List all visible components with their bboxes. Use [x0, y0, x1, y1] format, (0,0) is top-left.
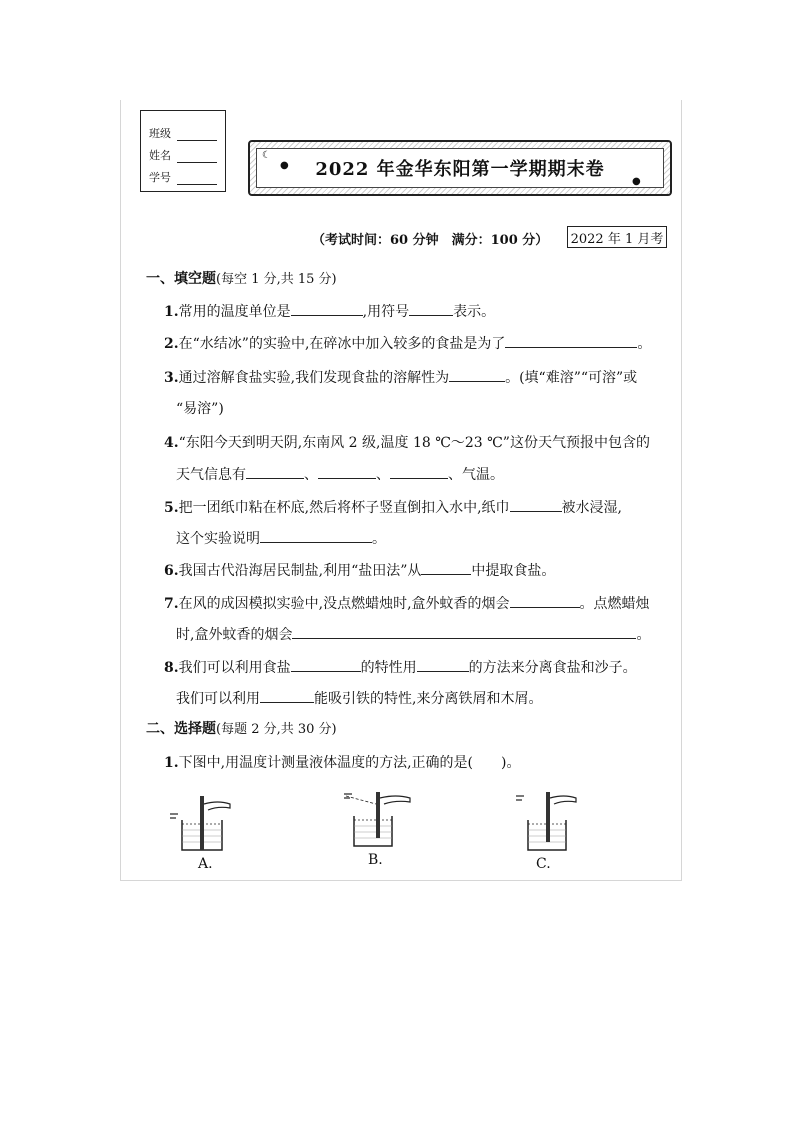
question-1-8-cont	[176, 688, 542, 708]
section-2-note: (每题 2 分,共 30 分)	[216, 722, 337, 737]
question-text: 的方法来分离食盐和沙子。	[468, 660, 637, 676]
option-c-label: C.	[536, 856, 551, 872]
class-row	[149, 125, 217, 141]
question-1-1	[164, 301, 495, 321]
figure-b-thermometer-beaker	[342, 790, 422, 854]
question-1-8	[164, 657, 637, 677]
name-label: 姓名	[149, 149, 171, 162]
answer-blank[interactable]	[246, 464, 304, 479]
question-text: 。点燃蜡烛	[579, 596, 650, 612]
bee-icon: ●	[280, 160, 289, 171]
question-1-2	[164, 333, 651, 353]
hand-b	[380, 796, 410, 804]
section-1-title	[146, 268, 337, 288]
question-1-5-cont	[176, 528, 386, 548]
class-field[interactable]	[177, 128, 217, 141]
figure-c-thermometer-beaker	[514, 790, 586, 854]
beaker-b	[354, 816, 392, 846]
answer-blank[interactable]	[505, 333, 637, 348]
answer-blank[interactable]	[409, 301, 453, 316]
question-number: 4.	[164, 435, 179, 451]
answer-blank[interactable]	[260, 688, 314, 703]
id-field[interactable]	[177, 172, 217, 185]
question-text: 的特性用	[360, 660, 417, 676]
question-number: 7.	[164, 596, 179, 612]
question-text: 被水浸湿,	[561, 500, 622, 516]
answer-blank[interactable]	[510, 593, 580, 608]
question-number: 1.	[164, 755, 179, 771]
question-1-5	[164, 497, 622, 517]
thermometer-c	[546, 792, 550, 842]
question-1-3	[164, 367, 637, 387]
question-text: “易溶”)	[176, 401, 224, 417]
exam-date-box	[567, 226, 667, 248]
thermometer-b	[376, 792, 380, 838]
question-text: 在“水结冰”的实验中,在碎冰中加入较多的食盐是为了	[178, 336, 506, 352]
question-number: 2.	[164, 336, 179, 352]
section-2-heading: 二、选择题	[146, 721, 216, 737]
question-text: 。	[372, 531, 386, 547]
question-text: 下图中,用温度计测量液体温度的方法,正确的是( )。	[178, 755, 521, 771]
hand-a	[204, 802, 230, 810]
question-text: “东阳今天到明天阴,东南风 2 级,温度 18 ℃～23 ℃”这份天气预报中包含的	[178, 435, 650, 451]
question-text: 我们可以利用	[176, 691, 260, 707]
question-text: 、	[376, 467, 390, 483]
answer-blank[interactable]	[291, 657, 361, 672]
question-text: 天气信息有	[176, 467, 246, 483]
question-text: 。	[637, 336, 652, 352]
exam-info: （考试时间：60 分钟 满分：100 分）	[312, 233, 549, 248]
question-text: ,用符号	[362, 304, 410, 320]
moon-icon: ☾	[262, 150, 271, 161]
question-1-7-cont	[176, 624, 650, 644]
question-text: 通过溶解食盐实验,我们发现食盐的溶解性为	[178, 370, 450, 386]
exam-date: 2022 年 1 月考	[570, 231, 664, 247]
hand-c	[550, 796, 576, 804]
question-text: 能吸引铁的特性,来分离铁屑和木屑。	[314, 691, 543, 707]
question-number: 6.	[164, 563, 179, 579]
sight-line-b	[346, 796, 376, 804]
question-number: 3.	[164, 370, 179, 386]
option-b-label: B.	[368, 852, 383, 868]
answer-blank[interactable]	[510, 497, 562, 512]
title-banner-inner	[256, 148, 664, 188]
class-label: 班级	[149, 127, 171, 140]
answer-blank[interactable]	[390, 464, 448, 479]
question-1-3-cont	[176, 398, 224, 418]
id-row	[149, 169, 217, 185]
question-text: 常用的温度单位是	[178, 304, 291, 320]
question-text: 我们可以利用食盐	[178, 660, 291, 676]
question-number: 5.	[164, 500, 179, 516]
title-banner	[248, 140, 672, 196]
question-1-4-cont	[176, 464, 504, 484]
answer-blank[interactable]	[292, 624, 636, 639]
question-text: 我国古代沿海居民制盐,利用“盐田法”从	[178, 563, 422, 579]
answer-blank[interactable]	[291, 301, 363, 316]
answer-blank[interactable]	[260, 528, 372, 543]
answer-blank[interactable]	[417, 657, 469, 672]
figure-a-thermometer-beaker	[168, 790, 240, 854]
thermometer-a	[200, 796, 204, 850]
name-row	[149, 147, 217, 163]
question-1-4	[164, 432, 650, 452]
question-text: 在风的成因模拟实验中,没点燃蜡烛时,盒外蚊香的烟会	[178, 596, 510, 612]
answer-blank[interactable]	[449, 367, 505, 382]
question-number: 8.	[164, 660, 179, 676]
question-2-1	[164, 752, 520, 772]
question-1-6	[164, 560, 555, 580]
answer-blank[interactable]	[318, 464, 376, 479]
question-text: 。(填“难溶”“可溶”或	[505, 370, 638, 386]
question-text: 这个实验说明	[176, 531, 260, 547]
option-a-label: A.	[198, 856, 213, 872]
id-label: 学号	[149, 171, 171, 184]
question-text: 把一团纸巾粘在杯底,然后将杯子竖直倒扣入水中,纸巾	[178, 500, 510, 516]
question-text: 中提取食盐。	[471, 563, 556, 579]
question-text: 表示。	[453, 304, 496, 320]
page-title: 2022 年金华东阳第一学期期末卷	[315, 159, 605, 180]
answer-blank[interactable]	[421, 560, 471, 575]
section-2-title	[146, 718, 337, 738]
bee-icon-right: ●	[632, 176, 641, 187]
question-text: 时,盒外蚊香的烟会	[176, 627, 293, 643]
question-1-7	[164, 593, 650, 613]
question-number: 1.	[164, 304, 179, 320]
name-field[interactable]	[177, 150, 217, 163]
section-1-note: (每空 1 分,共 15 分)	[216, 272, 337, 287]
question-text: 。	[636, 627, 651, 643]
student-info-box	[140, 110, 226, 192]
section-1-heading: 一、填空题	[146, 271, 216, 287]
question-text: 、	[304, 467, 318, 483]
question-text: 、气温。	[448, 467, 504, 483]
